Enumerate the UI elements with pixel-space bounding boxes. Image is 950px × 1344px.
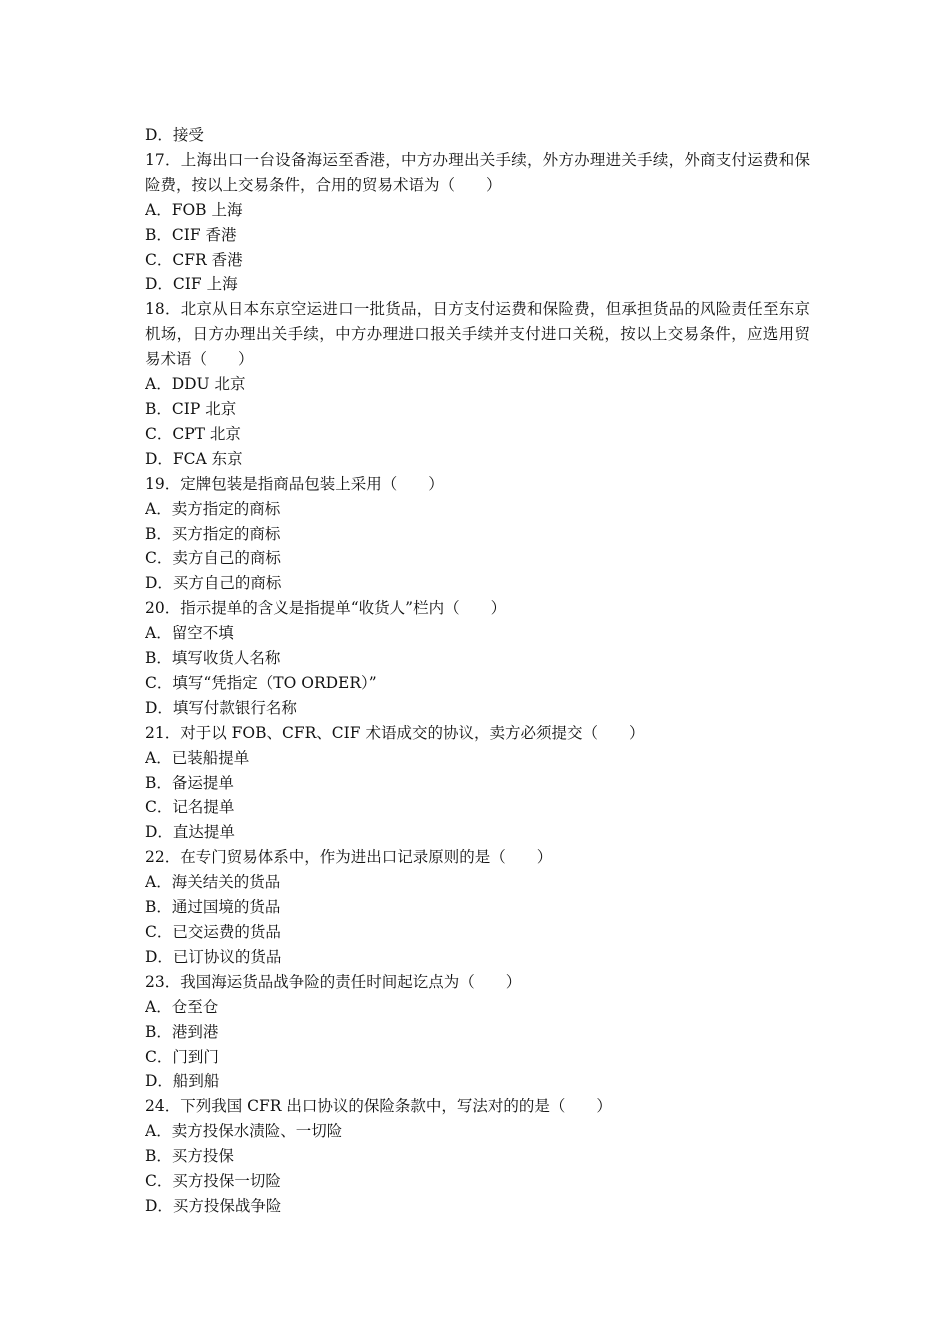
option-text: B．CIF 香港: [145, 225, 237, 244]
option-text: C．买方投保一切险: [145, 1172, 281, 1191]
option-text: D．已订协议的货品: [145, 947, 282, 966]
option-text: D．填写付款银行名称: [145, 698, 297, 717]
option-text: B．买方指定的商标: [145, 524, 281, 543]
option-text: A．仓至仓: [145, 997, 219, 1016]
option-text: D．买方自己的商标: [145, 574, 282, 593]
option-text: C．填写“凭指定（TO ORDER）”: [145, 673, 377, 692]
option-text: C．卖方自己的商标: [145, 549, 281, 568]
option-text: A．DDU 北京: [145, 375, 246, 394]
question-19: [145, 472, 810, 597]
question-21: [145, 721, 810, 846]
option-text: C．CFR 香港: [145, 250, 243, 269]
option-text: B．通过国境的货品: [145, 898, 281, 917]
option-text: A．卖方投保水渍险、一切险: [145, 1122, 343, 1141]
option-text: C．记名提单: [145, 798, 235, 817]
question-22: [145, 845, 810, 970]
option-text: A．留空不填: [145, 624, 234, 643]
option-text: A．已装船提单: [145, 748, 250, 767]
option-text: B．港到港: [145, 1022, 219, 1041]
question-18: [145, 297, 810, 471]
option-text: C．门到门: [145, 1047, 219, 1066]
option-text: B．CIP 北京: [145, 399, 237, 418]
option-text: B．买方投保: [145, 1147, 234, 1166]
question-stem: 17．上海出口一台设备海运至香港，中方办理出关手续，外方办理进关手续，外商支付运费和保险费，按以上交易条件，合用的贸易术语为（ ）: [145, 150, 810, 194]
question-20: [145, 596, 810, 721]
question-24: [145, 1094, 810, 1219]
option-text: C．CPT 北京: [145, 424, 241, 443]
option-text: A．卖方指定的商标: [145, 499, 281, 518]
option-text: D．CIF 上海: [145, 275, 238, 294]
question-23: [145, 970, 810, 1095]
question-stem: 22．在专门贸易体系中，作为进出口记录原则的是（ ）: [145, 848, 553, 867]
question-stem: 20．指示提单的含义是指提单“收货人”栏内（ ）: [145, 599, 507, 618]
question-stem: 24．下列我国 CFR 出口协议的保险条款中，写法对的的是（ ）: [145, 1097, 612, 1116]
document-page: [145, 123, 810, 1219]
option-text: D．买方投保战争险: [145, 1196, 282, 1215]
option-text: D．接受: [145, 126, 204, 144]
option-text: B．备运提单: [145, 773, 234, 792]
question-stem: 21．对于以 FOB、CFR、CIF 术语成交的协议，卖方必须提交（ ）: [145, 723, 645, 742]
question-17: [145, 148, 810, 297]
option-text: D．FCA 东京: [145, 449, 243, 468]
question-stem: 23．我国海运货品战争险的责任时间起讫点为（ ）: [145, 972, 522, 991]
option-text: B．填写收货人名称: [145, 649, 281, 668]
question-stem: 19．定牌包装是指商品包装上采用（ ）: [145, 474, 444, 493]
option-text: D．船到船: [145, 1072, 220, 1091]
question-stem: 18．北京从日本东京空运进口一批货品，日方支付运费和保险费，但承担货品的风险责任至东京机场，日方办理出关手续，中方办理进口报关手续并支付进口关税，按以上交易条件，应选用贸易术语（ ）: [145, 300, 810, 369]
option-text: A．FOB 上海: [145, 200, 243, 219]
option-text: D．直达提单: [145, 823, 235, 842]
option-text: A．海关结关的货品: [145, 873, 281, 892]
option-text: C．已交运费的货品: [145, 923, 281, 941]
